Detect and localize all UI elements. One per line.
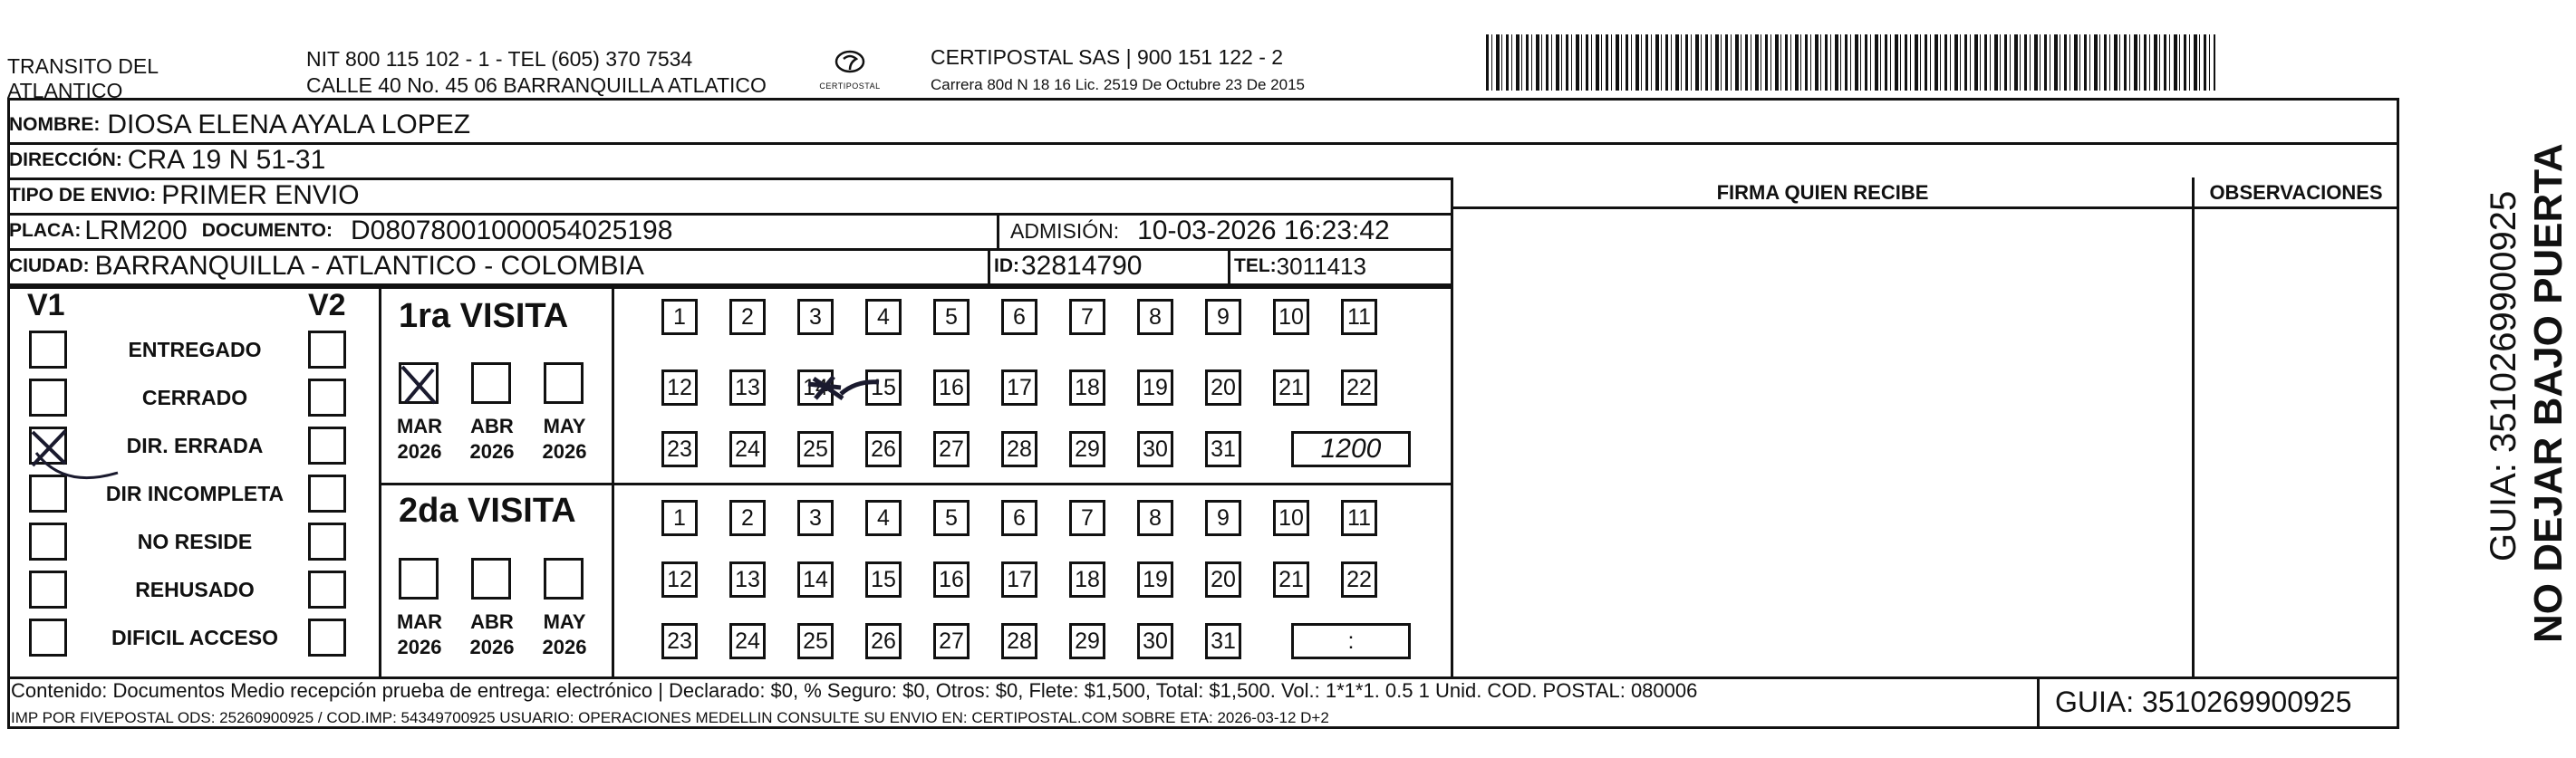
divider (997, 214, 999, 249)
admision-cell (1010, 214, 1390, 248)
second-visit-day[interactable]: 14 (797, 561, 834, 598)
first-visit-day[interactable]: 12 (661, 369, 698, 406)
first-visit-day[interactable]: 22 (1341, 369, 1377, 406)
second-visit-day[interactable]: 13 (729, 561, 766, 598)
company-info (931, 45, 1305, 97)
first-visit-day[interactable]: 23 (661, 431, 698, 467)
year-label: 2026 (469, 440, 515, 463)
first-visit-day[interactable]: 29 (1069, 431, 1105, 467)
v2-header: V2 (308, 288, 346, 322)
second-visit-day[interactable]: 3 (797, 500, 834, 536)
divider (1451, 178, 1453, 676)
id-value: 32814790 (1021, 251, 1143, 281)
second-visit-day[interactable]: 26 (865, 623, 902, 659)
license-line: Carrera 80d N 18 16 Lic. 2519 De Octubre 23 De 2015 (931, 76, 1305, 93)
first-visit-day[interactable]: 17 (1001, 369, 1037, 406)
status-label: DIFICIL ACCESO (111, 626, 278, 649)
first-visit-day[interactable]: 14 (797, 369, 834, 406)
year-label: 2026 (542, 636, 587, 658)
second-visit-day[interactable]: 21 (1273, 561, 1309, 598)
contenido-line: Contenido: Documentos Medio recepción prueba de entrega: electrónico | Declarado: $0, % Seguro: $0, Otros: $0, Flete: $1,500, Total: $1,500. Vol.: 1*1*1. 0.5 1 Unid. COD. POSTAL: 080006 (11, 679, 1698, 702)
month-label: ABR (470, 610, 514, 633)
second-visit-day[interactable]: 7 (1069, 500, 1105, 536)
barcode (1486, 34, 2215, 91)
month-label: MAR (396, 415, 443, 437)
divider (2192, 178, 2195, 676)
mar-first-visit-mark (402, 367, 435, 403)
divider (2037, 676, 2040, 729)
year-label: 2026 (542, 440, 587, 463)
first-visit-day[interactable]: 13 (729, 369, 766, 406)
status-label: DIR INCOMPLETA (105, 482, 285, 505)
first-visit-day[interactable]: 11 (1341, 299, 1377, 335)
first-visit-day[interactable]: 4 (865, 299, 902, 335)
second-visit-day[interactable]: 2 (729, 500, 766, 536)
second-visit-day[interactable]: 25 (797, 623, 834, 659)
firma-header: FIRMA QUIEN RECIBE (1716, 181, 1929, 204)
status-label: NO RESIDE (137, 530, 253, 553)
no-dejar-bajo-puerta: NO DEJAR BAJO PUERTA (2526, 143, 2571, 643)
first-visit-day[interactable]: 10 (1273, 299, 1309, 335)
first-visit-day[interactable]: 31 (1205, 431, 1241, 467)
first-visit-day[interactable]: 21 (1273, 369, 1309, 406)
second-visit-day[interactable]: 6 (1001, 500, 1037, 536)
month-label: MAY (543, 415, 586, 437)
status-label: DIR. ERRADA (126, 434, 264, 457)
documento-label: DOCUMENTO: (201, 220, 333, 241)
v1-dir-errada-mark (33, 431, 65, 465)
second-visit-day[interactable]: 30 (1137, 623, 1173, 659)
placa-value: LRM200 (84, 216, 188, 245)
first-visit-day[interactable]: 6 (1001, 299, 1037, 335)
imp-line: IMP POR FIVEPOSTAL ODS: 25260900925 / COD.IMP: 54349700925 USUARIO: OPERACIONES MEDELLIN CONSULTE SU ENVIO EN: CERTIPOSTAL.COM SOBRE ETA: 2026-03-12 D+2 (11, 709, 1329, 726)
month-label: MAR (396, 610, 443, 633)
status-label: ENTREGADO (128, 338, 262, 361)
first-visit-day[interactable]: 30 (1137, 431, 1173, 467)
second-visit-day[interactable]: 10 (1273, 500, 1309, 536)
side-guia: GUIA: 3510269900925 (2484, 190, 2523, 561)
second-visit-day[interactable]: 28 (1001, 623, 1037, 659)
tipo-label: TIPO DE ENVIO: (9, 185, 157, 206)
first-visit-day[interactable]: 25 (797, 431, 834, 467)
second-visit-title: 2da VISITA (399, 492, 576, 530)
admision-label: ADMISIÓN: (1010, 218, 1120, 243)
id-label: ID: (994, 255, 1019, 276)
month-label: ABR (470, 415, 514, 437)
second-visit-time-box[interactable]: : (1291, 623, 1411, 659)
second-visit-day[interactable]: 4 (865, 500, 902, 536)
placa-label: PLACA: (9, 220, 82, 241)
second-visit-day[interactable]: 9 (1205, 500, 1241, 536)
first-visit-day[interactable]: 3 (797, 299, 834, 335)
address-line: CALLE 40 No. 45 06 BARRANQUILLA ATLATICO (306, 73, 767, 97)
pen-stroke (36, 453, 118, 478)
first-visit-day[interactable]: 1 (661, 299, 698, 335)
first-visit-day[interactable]: 16 (933, 369, 970, 406)
nombre-label: NOMBRE: (9, 114, 101, 135)
first-visit-day[interactable]: 19 (1137, 369, 1173, 406)
ciudad-label: CIUDAD: (9, 255, 90, 276)
second-visit-day[interactable]: 27 (933, 623, 970, 659)
second-visit-day[interactable]: 22 (1341, 561, 1377, 598)
org-line2: ATLANTICO (7, 79, 123, 102)
org-line1: TRANSITO DEL (7, 54, 159, 78)
second-visit-day[interactable]: 11 (1341, 500, 1377, 536)
documento-value: D08078001000054025198 (351, 216, 673, 245)
direccion-label: DIRECCIÓN: (9, 149, 122, 170)
status-label: CERRADO (141, 386, 248, 409)
second-visit-day[interactable]: 24 (729, 623, 766, 659)
first-visit-time-box[interactable]: 1200 (1291, 431, 1411, 467)
second-visit-day[interactable]: 31 (1205, 623, 1241, 659)
second-visit-day[interactable]: 16 (933, 561, 970, 598)
second-visit-day[interactable]: 17 (1001, 561, 1037, 598)
year-label: 2026 (469, 636, 515, 658)
first-visit-day[interactable]: 24 (729, 431, 766, 467)
second-visit-day[interactable]: 1 (661, 500, 698, 536)
first-visit-day[interactable]: 9 (1205, 299, 1241, 335)
handwriting-overlay (0, 0, 906, 758)
first-visit-day[interactable]: 5 (933, 299, 970, 335)
second-visit-day[interactable]: 5 (933, 500, 970, 536)
first-visit-title: 1ra VISITA (399, 297, 569, 335)
year-label: 2026 (397, 636, 442, 658)
nit-line: NIT 800 115 102 - 1 - TEL (605) 370 7534 (306, 47, 693, 71)
second-visit-day[interactable]: 12 (661, 561, 698, 598)
logo-text: CERTIPOSTAL (819, 82, 881, 91)
second-visit-day[interactable]: 23 (661, 623, 698, 659)
id-cell (994, 249, 1142, 283)
first-visit-day[interactable]: 2 (729, 299, 766, 335)
divider (1228, 249, 1230, 284)
direccion-value: CRA 19 N 51-31 (127, 145, 326, 175)
tel-value: 3011413 (1276, 252, 1366, 280)
v1-header: V1 (27, 288, 65, 322)
first-visit-day[interactable]: 7 (1069, 299, 1105, 335)
divider (1452, 206, 2399, 209)
second-visit-day[interactable]: 18 (1069, 561, 1105, 598)
tipo-value: PRIMER ENVIO (161, 180, 360, 210)
footer-guia: GUIA: 3510269900925 (2055, 686, 2352, 718)
tel-label: TEL: (1234, 255, 1277, 276)
first-visit-day[interactable]: 18 (1069, 369, 1105, 406)
observaciones-header: OBSERVACIONES (2209, 181, 2383, 204)
second-visit-day[interactable]: 19 (1137, 561, 1173, 598)
second-visit-day[interactable]: 29 (1069, 623, 1105, 659)
first-visit-day[interactable]: 27 (933, 431, 970, 467)
status-label: REHUSADO (135, 578, 255, 601)
day-14-mark (808, 377, 879, 398)
first-visit-day[interactable]: 20 (1205, 369, 1241, 406)
first-visit-day[interactable]: 15 (865, 369, 902, 406)
tel-cell (1234, 249, 1366, 283)
nombre-value: DIOSA ELENA AYALA LOPEZ (107, 110, 471, 139)
divider (988, 249, 990, 284)
admision-value: 10-03-2026 16:23:42 (1137, 216, 1390, 245)
company-line: CERTIPOSTAL SAS | 900 151 122 - 2 (931, 45, 1284, 69)
month-label: MAY (543, 610, 586, 633)
second-visit-day[interactable]: 20 (1205, 561, 1241, 598)
first-visit-day[interactable]: 8 (1137, 299, 1173, 335)
year-label: 2026 (397, 440, 442, 463)
second-visit-day[interactable]: 8 (1137, 500, 1173, 536)
ciudad-value: BARRANQUILLA - ATLANTICO - COLOMBIA (94, 251, 644, 281)
second-visit-day[interactable]: 15 (865, 561, 902, 598)
first-visit-day[interactable]: 26 (865, 431, 902, 467)
first-visit-day[interactable]: 28 (1001, 431, 1037, 467)
